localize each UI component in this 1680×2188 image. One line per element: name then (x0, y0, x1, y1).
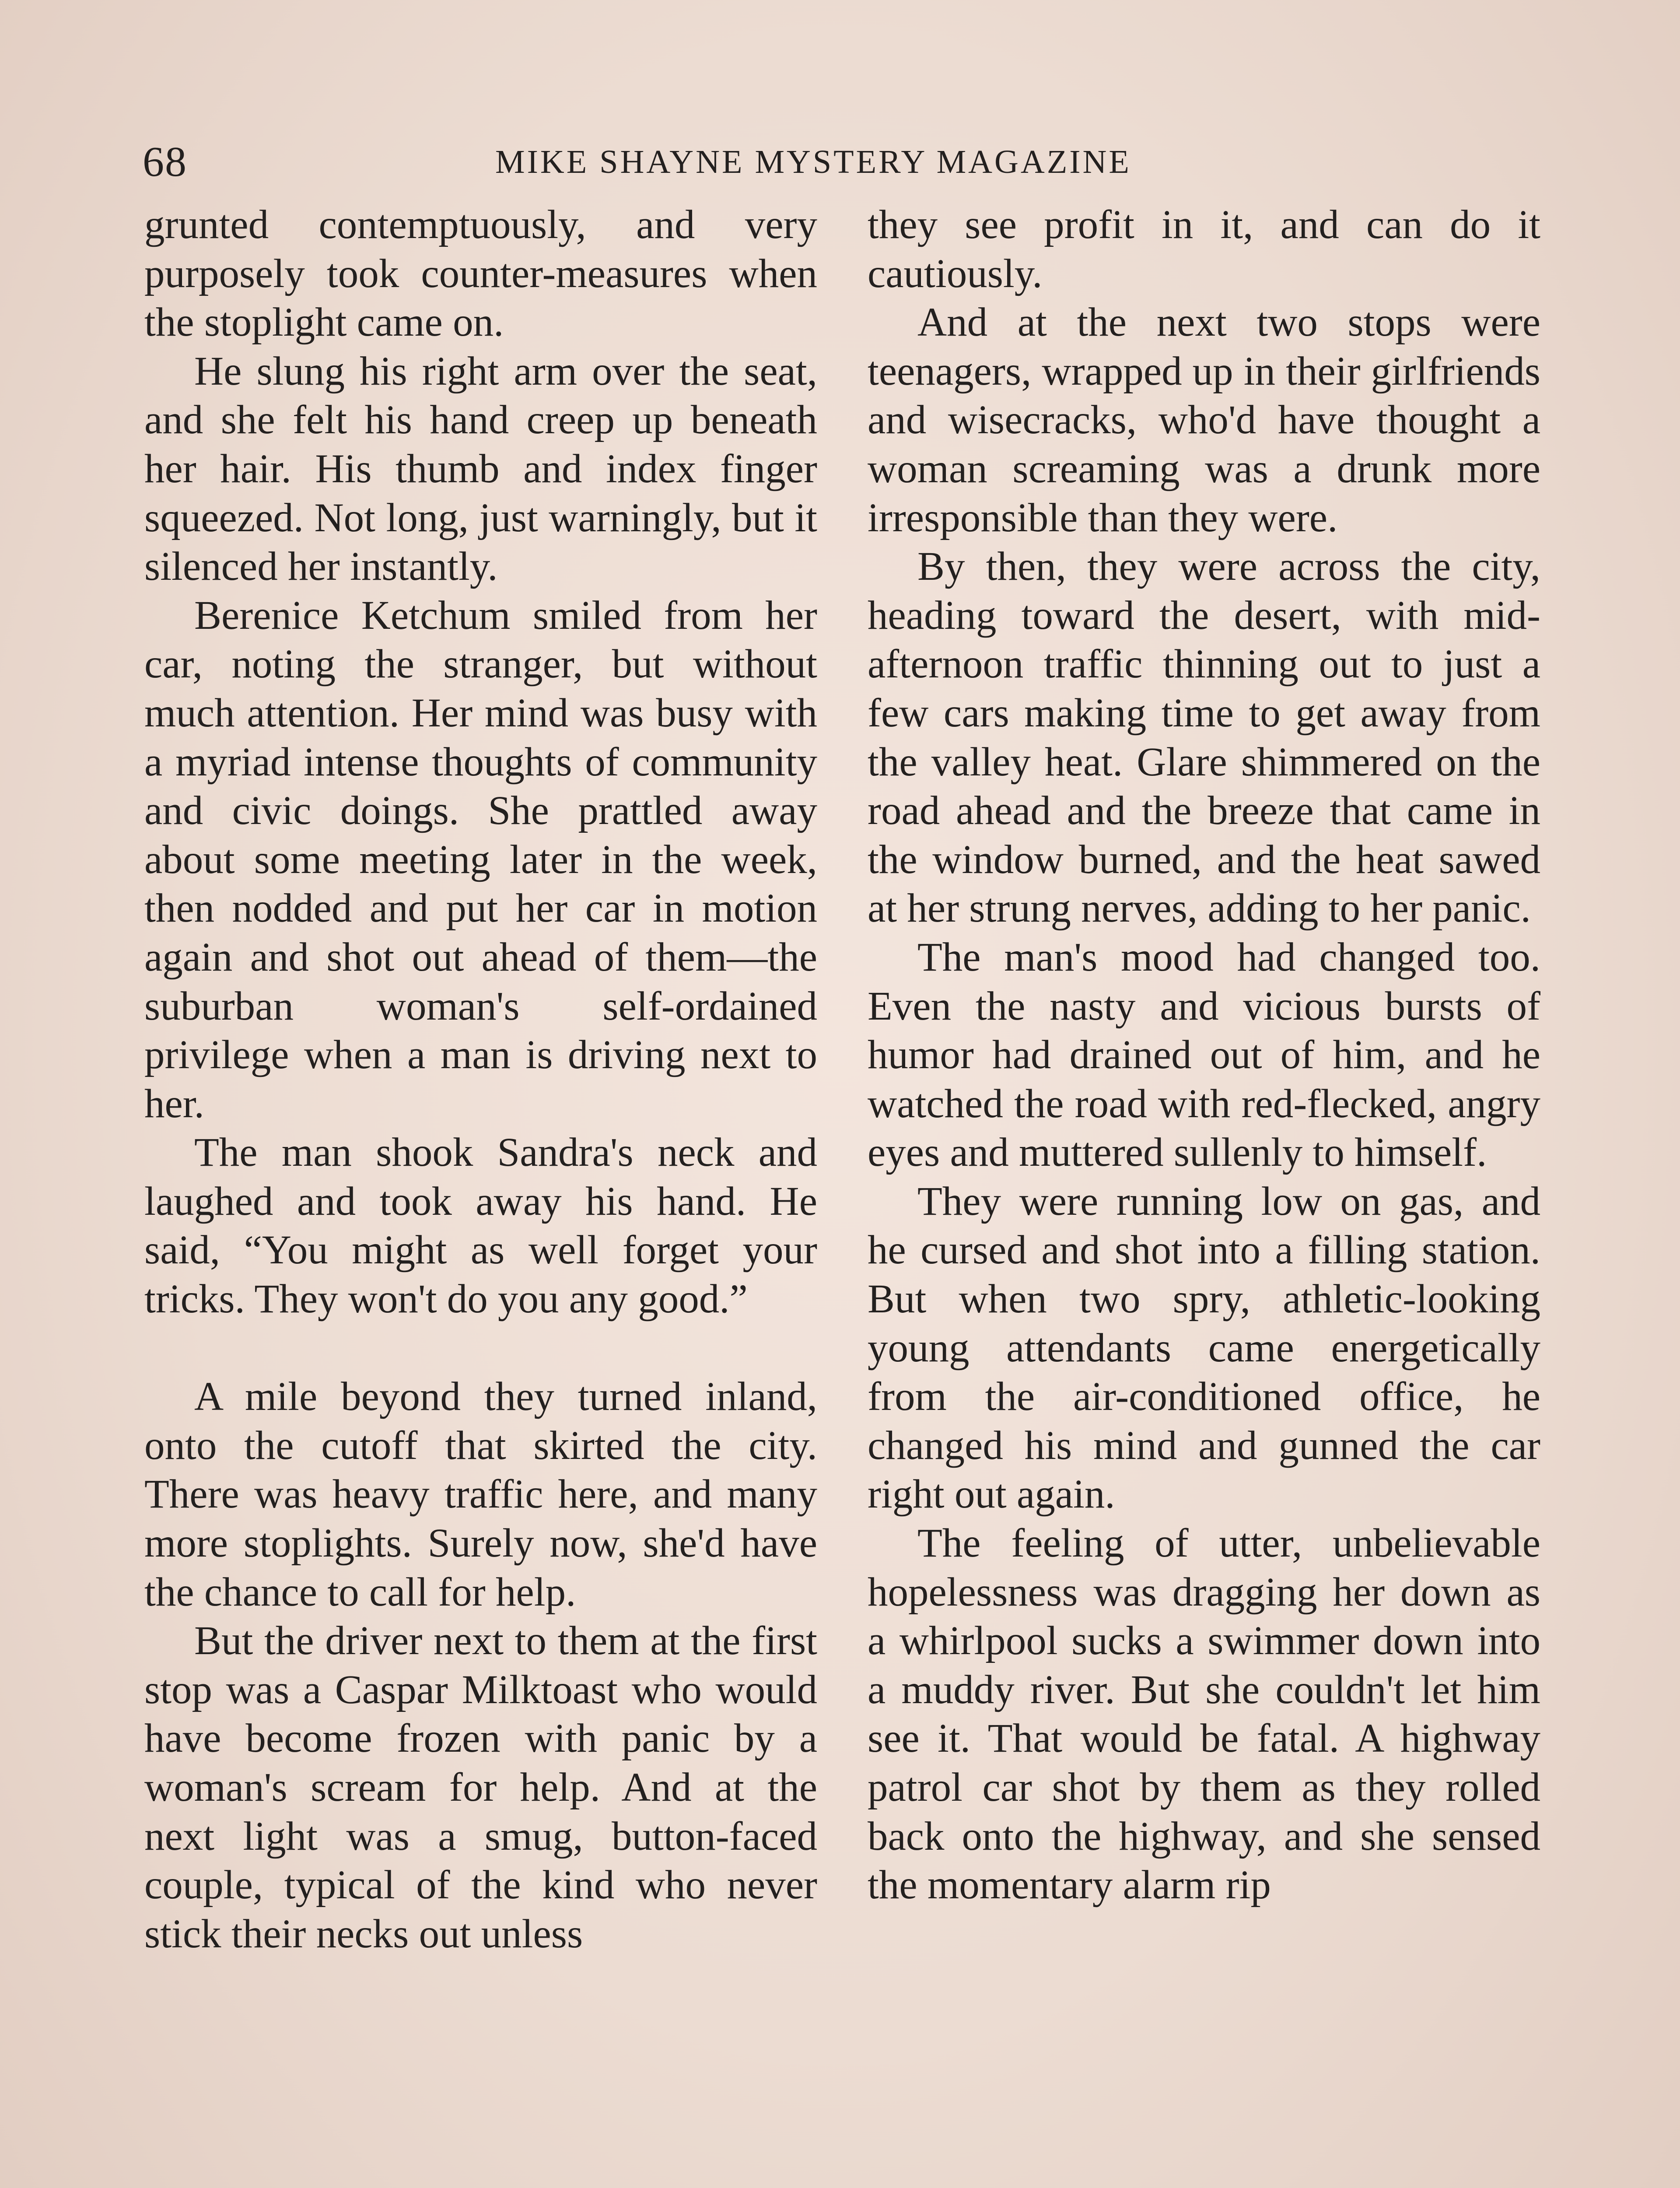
paragraph: They were running low on gas, and he cursed and shot into a filling station. But when two spry, athletic-looking young attendants came energetically from the air-conditioned office, he changed his mind and gunned the car right out again. (868, 1178, 1540, 1517)
paragraph: A mile beyond they turned inland, onto the cutoff that skirted the city. There was heavy traffic here, and many more stoplights. Surely now, she'd have the chance to call for help. (144, 1374, 817, 1615)
paragraph: By then, they were across the city, heading toward the desert, with mid-afternoon traffic thinning out to just a few cars making time to get away from the valley heat. Glare shimmered on the road ahead and the breeze that came in the window burned, and the heat sawed at her strung nerves, adding to her panic. (868, 544, 1540, 931)
running-head: MIKE SHAYNE MYSTERY MAGAZINE (495, 144, 1131, 180)
paragraph: The man's mood had changed too. Even the nasty and vicious bursts of humor had drained out of him, and he watched the road with red-flecked, angry eyes and muttered sullenly to himself. (868, 934, 1540, 1175)
paragraph: grunted contemptuously, and very purposely took counter-measures when the stoplight came on. (144, 202, 817, 345)
right-text-column (868, 200, 1540, 1910)
left-text-column (144, 200, 817, 1958)
paragraph: they see profit in it, and can do it cautiously. (868, 202, 1540, 296)
paragraph: But the driver next to them at the first stop was a Caspar Milktoast who would have become frozen with panic by a woman's scream for help. And at the next light was a smug, button-faced couple, typical of the kind who never stick their necks out unless (144, 1618, 817, 1957)
paragraph: He slung his right arm over the seat, and she felt his hand creep up beneath her hair. His thumb and index finger squeezed. Not long, just warningly, but it silenced her instantly. (144, 348, 817, 589)
paragraph: The man shook Sandra's neck and laughed and took away his hand. He said, “You might as well forget your tricks. They won't do you any good.” (144, 1130, 817, 1322)
page-header (143, 131, 1538, 193)
page-number: 68 (143, 138, 187, 186)
paragraph: And at the next two stops were teenagers, wrapped up in their girlfriends and wisecracks, who'd have thought a woman screaming was a drunk more irresponsible than they were. (868, 300, 1540, 540)
paragraph: The feeling of utter, unbelievable hopelessness was dragging her down as a whirlpool sucks a swimmer down into a muddy river. But she couldn't let him see it. That would be fatal. A highway patrol car shot by them as they rolled back onto the highway, and she sensed the momentary alarm rip (868, 1521, 1540, 1908)
paragraph: Berenice Ketchum smiled from her car, noting the stranger, but without much attention. Her mind was busy with a myriad intense thoughts of community and civic doings. She prattled away about some meeting later in the week, then nodded and put her car in motion again and shot out ahead of them—the suburban woman's self-ordained privilege when a man is driving next to her. (144, 593, 817, 1126)
